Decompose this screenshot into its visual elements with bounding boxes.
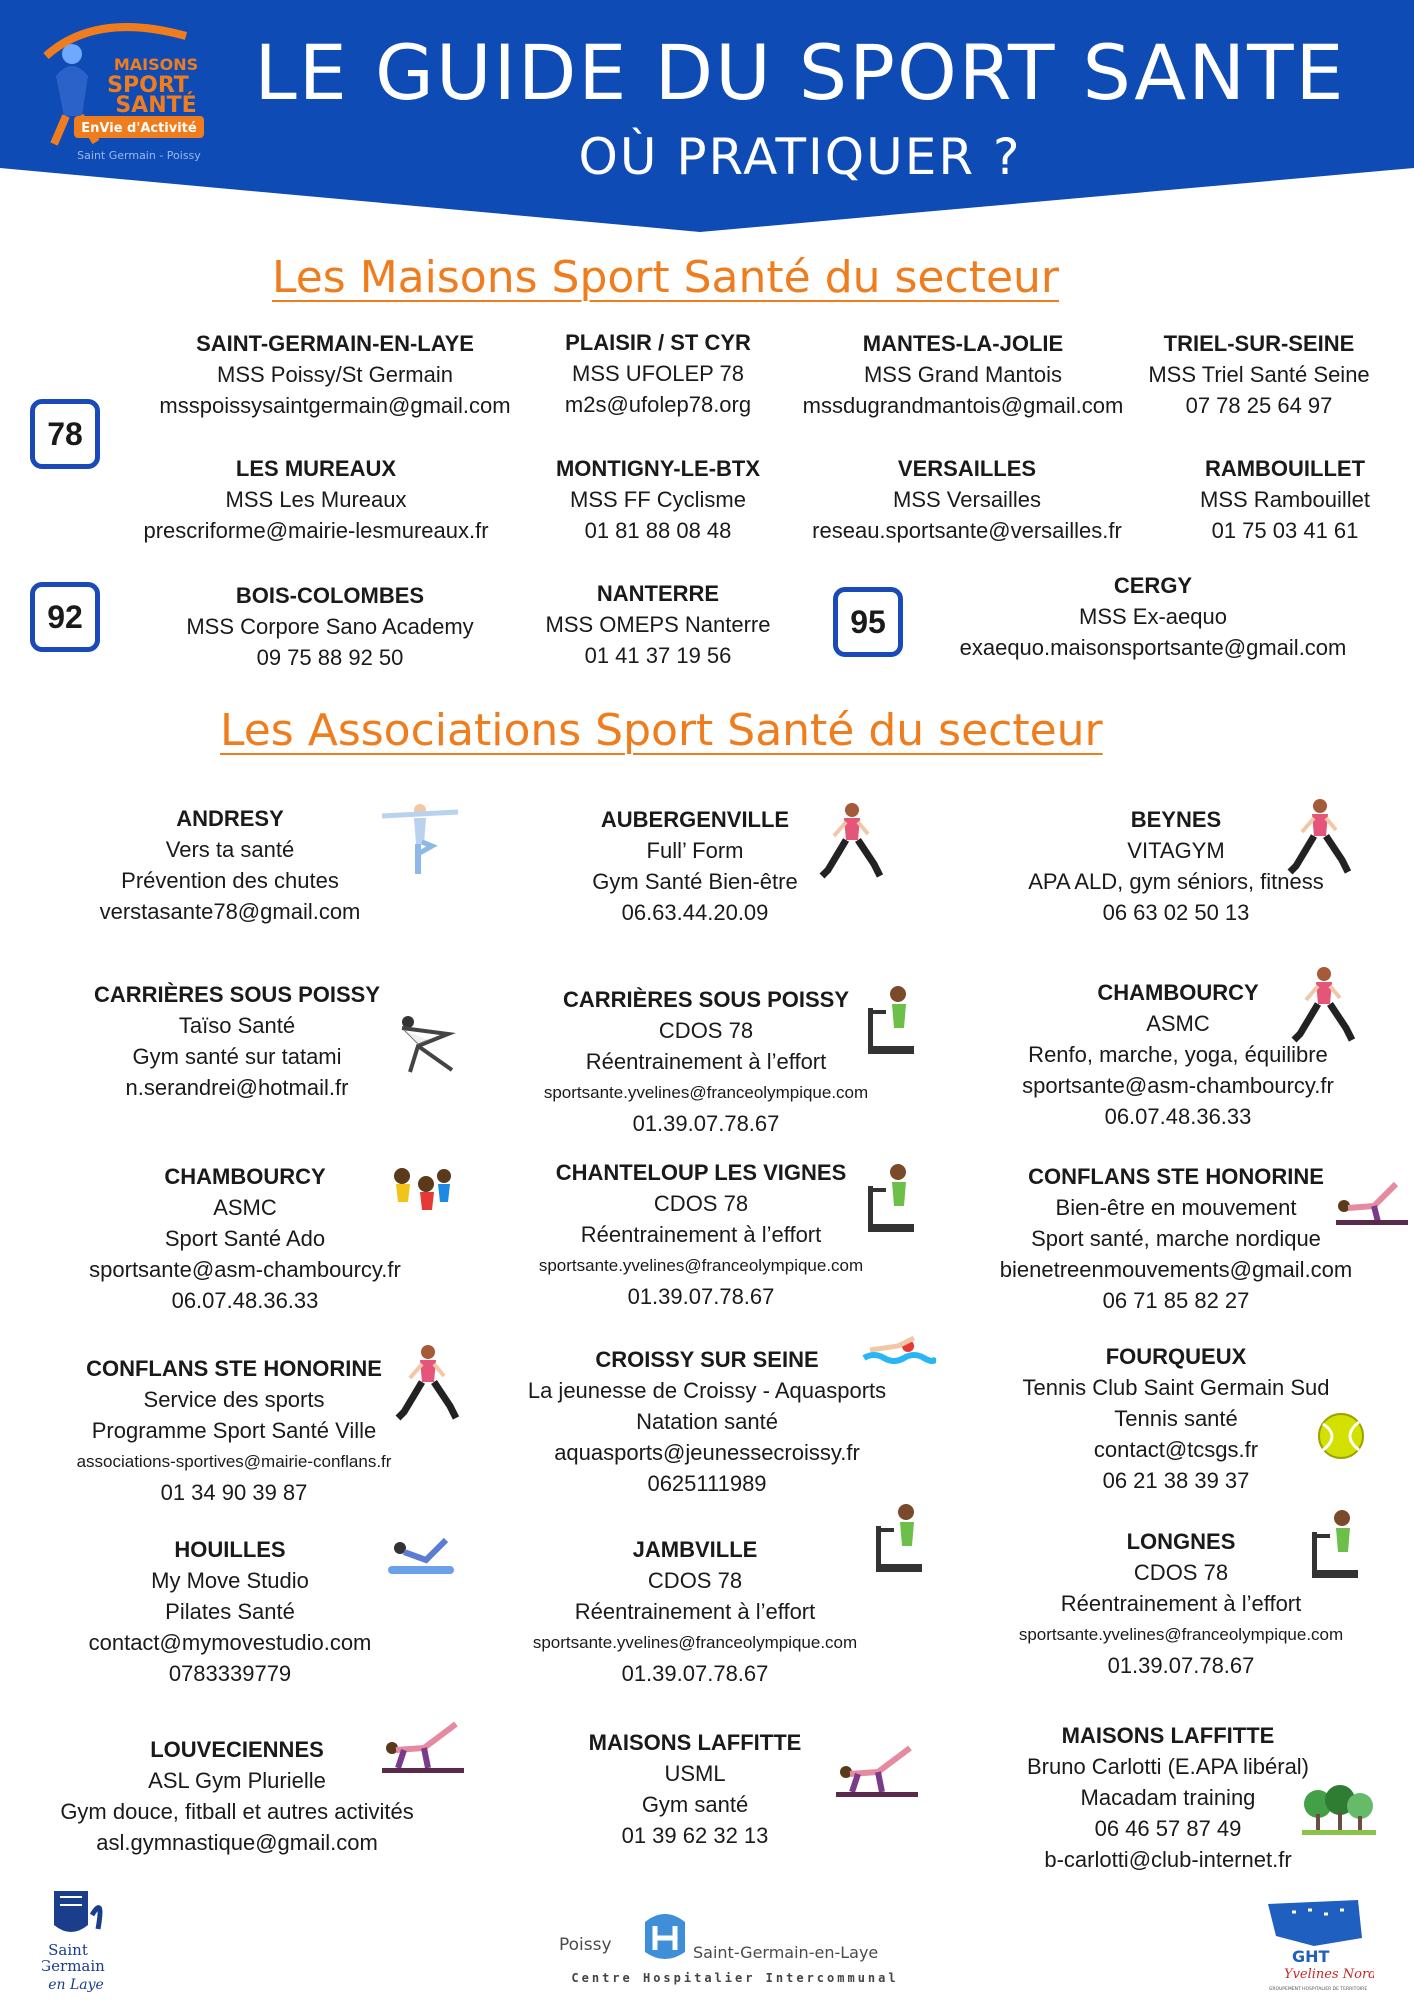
association-line: Sport Santé Ado bbox=[164, 1226, 326, 1251]
treadmill-icon bbox=[1306, 1506, 1362, 1582]
association-email[interactable]: sportsante.yvelines@franceolympique.com bbox=[538, 1256, 864, 1275]
association-phone: 01 34 90 39 87 bbox=[160, 1480, 308, 1505]
association-city: AUBERGENVILLE bbox=[600, 807, 790, 832]
association-city: HOUILLES bbox=[174, 1537, 286, 1562]
association-line: Réentrainement à l’effort bbox=[574, 1599, 816, 1624]
mss-entry bbox=[186, 580, 473, 673]
association-line: Sport santé, marche nordique bbox=[1031, 1226, 1321, 1251]
association-entry bbox=[89, 1534, 372, 1689]
association-email[interactable]: sportsante.yvelines@franceolympique.com bbox=[543, 1083, 869, 1102]
yoga-pose-icon bbox=[378, 798, 462, 876]
mss-city: LES MUREAUX bbox=[235, 456, 397, 481]
association-entry bbox=[100, 803, 361, 927]
mss-phone: 07 78 25 64 97 bbox=[1185, 393, 1333, 418]
association-email[interactable]: b-carlotti@club-internet.fr bbox=[1044, 1847, 1292, 1872]
logo-tagline: EnVie d'Activité bbox=[81, 121, 197, 136]
mss-phone: 09 75 88 92 50 bbox=[256, 645, 404, 670]
lunge-exercise-icon bbox=[1286, 796, 1352, 876]
treadmill-icon bbox=[862, 1160, 918, 1236]
association-city: CONFLANS STE HONORINE bbox=[1028, 1164, 1324, 1189]
yoga-stretch-icon bbox=[834, 1742, 920, 1798]
association-entry bbox=[592, 804, 797, 928]
association-phone: 06.07.48.36.33 bbox=[1104, 1104, 1252, 1129]
mss-name: MSS Ex-aequo bbox=[1079, 604, 1227, 629]
lunge-exercise-icon bbox=[1290, 964, 1356, 1044]
association-phone: 0783339779 bbox=[168, 1661, 292, 1686]
mss-email[interactable]: reseau.sportsante@versailles.fr bbox=[812, 518, 1122, 543]
association-line: Bien-être en mouvement bbox=[1055, 1195, 1297, 1220]
association-phone: 06.63.44.20.09 bbox=[621, 900, 769, 925]
mss-entry bbox=[812, 453, 1122, 546]
mss-email[interactable]: prescriforme@mairie-lesmureaux.fr bbox=[143, 518, 489, 543]
saint-germain-en-laye-logo bbox=[42, 1885, 124, 1995]
mss-entry bbox=[546, 578, 771, 671]
association-line: CDOS 78 bbox=[647, 1568, 743, 1593]
association-line: Gym santé bbox=[641, 1792, 749, 1817]
sgl-logo-line2: Germain bbox=[42, 1957, 105, 1975]
association-phone: 01.39.07.78.67 bbox=[627, 1284, 775, 1309]
association-email[interactable]: sportsante@asm-chambourcy.fr bbox=[1022, 1073, 1334, 1098]
department-badge-95: 95 bbox=[833, 587, 903, 657]
association-email[interactable]: n.serandrei@hotmail.fr bbox=[125, 1075, 349, 1100]
association-line: La jeunesse de Croissy - Aquasports bbox=[527, 1378, 887, 1403]
page-subtitle: OÙ PRATIQUER ? bbox=[578, 128, 1022, 186]
association-email[interactable]: verstasante78@gmail.com bbox=[99, 899, 361, 924]
lunge-exercise-icon bbox=[818, 800, 884, 880]
association-line: Réentrainement à l’effort bbox=[585, 1049, 827, 1074]
association-line: Vers ta santé bbox=[165, 837, 295, 862]
ght-logo-sub: Yvelines Nord bbox=[1284, 1967, 1374, 1982]
association-line: CDOS 78 bbox=[658, 1018, 754, 1043]
association-entry bbox=[1000, 1161, 1353, 1316]
association-entry bbox=[1028, 804, 1324, 928]
association-city: BEYNES bbox=[1130, 807, 1222, 832]
association-line: Pilates Santé bbox=[165, 1599, 295, 1624]
mss-city: VERSAILLES bbox=[897, 456, 1037, 481]
association-email[interactable]: sportsante@asm-chambourcy.fr bbox=[89, 1257, 401, 1282]
sgl-logo-line1: Saint bbox=[48, 1941, 88, 1959]
association-line: APA ALD, gym séniors, fitness bbox=[1028, 869, 1324, 894]
mss-name: MSS Grand Mantois bbox=[863, 362, 1063, 387]
mss-city: TRIEL-SUR-SEINE bbox=[1163, 331, 1355, 356]
association-email[interactable]: bienetreenmouvements@gmail.com bbox=[999, 1257, 1353, 1282]
chi-poissy-logo bbox=[555, 1908, 915, 1988]
mss-phone: 01 41 37 19 56 bbox=[584, 643, 732, 668]
association-city: CARRIÈRES SOUS POISSY bbox=[562, 987, 850, 1012]
association-line: ASL Gym Plurielle bbox=[148, 1768, 326, 1793]
mss-city: MONTIGNY-LE-BTX bbox=[555, 456, 761, 481]
association-line: Réentrainement à l’effort bbox=[1060, 1591, 1302, 1616]
mss-city: PLAISIR / ST CYR bbox=[565, 330, 751, 355]
association-line: CDOS 78 bbox=[653, 1191, 749, 1216]
mss-phone: 01 81 88 08 48 bbox=[584, 518, 732, 543]
association-entry bbox=[1019, 1526, 1343, 1681]
association-email[interactable]: aquasports@jeunessecroissy.fr bbox=[554, 1440, 860, 1465]
association-phone: 06 46 57 87 49 bbox=[1094, 1816, 1242, 1841]
maisons-section-title: Les Maisons Sport Santé du secteur bbox=[272, 252, 1059, 303]
swimming-icon bbox=[862, 1328, 936, 1370]
logo-line3: SANTÉ bbox=[115, 93, 197, 118]
association-line: Natation santé bbox=[636, 1409, 778, 1434]
mss-name: MSS Poissy/St Germain bbox=[217, 362, 453, 387]
association-email[interactable]: asl.gymnastique@gmail.com bbox=[96, 1830, 378, 1855]
page-title: LE GUIDE DU SPORT SANTE bbox=[254, 28, 1346, 117]
chi-logo-caption: Centre Hospitalier Intercommunal bbox=[571, 1971, 899, 1985]
association-line: Programme Sport Santé Ville bbox=[91, 1418, 377, 1443]
mss-email[interactable]: exaequo.maisonsportsante@gmail.com bbox=[959, 635, 1347, 660]
association-line: Prévention des chutes bbox=[121, 868, 339, 893]
mss-name: MSS Les Mureaux bbox=[225, 487, 407, 512]
association-entry bbox=[539, 1157, 863, 1312]
association-email[interactable]: contact@tcsgs.fr bbox=[1093, 1437, 1259, 1462]
mss-city: BOIS-COLOMBES bbox=[235, 583, 425, 608]
tennis-ball-icon bbox=[1315, 1410, 1367, 1462]
association-city: MAISONS LAFFITTE bbox=[1061, 1723, 1275, 1748]
association-entry bbox=[533, 1534, 857, 1689]
ght-logo-caption: GROUPEMENT HOSPITALIER DE TERRITOIRE bbox=[1268, 1987, 1368, 1992]
association-phone: 01.39.07.78.67 bbox=[632, 1111, 780, 1136]
association-city: LOUVECIENNES bbox=[150, 1737, 324, 1762]
association-city: CHANTELOUP LES VIGNES bbox=[555, 1160, 847, 1185]
association-phone: 06 21 38 39 37 bbox=[1102, 1468, 1250, 1493]
association-line: CDOS 78 bbox=[1133, 1560, 1229, 1585]
mss-city: MANTES-LA-JOLIE bbox=[862, 331, 1064, 356]
association-phone: 0625111989 bbox=[647, 1471, 767, 1496]
association-line: USML bbox=[664, 1761, 726, 1786]
chi-logo-right: Saint-Germain-en-Laye bbox=[693, 1943, 879, 1962]
mss-name: MSS Versailles bbox=[893, 487, 1041, 512]
martial-arts-icon bbox=[388, 1014, 468, 1076]
mss-name: MSS Triel Santé Seine bbox=[1148, 362, 1370, 387]
association-line: Full’ Form bbox=[646, 838, 744, 863]
treadmill-icon bbox=[870, 1500, 926, 1576]
association-line: My Move Studio bbox=[151, 1568, 309, 1593]
mss-email[interactable]: mssdugrandmantois@gmail.com bbox=[802, 393, 1124, 418]
logo-line2: SPORT bbox=[107, 73, 189, 98]
association-line: Macadam training bbox=[1080, 1785, 1256, 1810]
association-line: ASMC bbox=[213, 1195, 277, 1220]
mss-entry bbox=[1148, 328, 1369, 421]
ght-logo-main: GHT bbox=[1292, 1947, 1330, 1966]
mss-entry bbox=[143, 453, 488, 546]
association-city: LONGNES bbox=[1126, 1529, 1236, 1554]
sgl-logo-line3: en Laye bbox=[48, 1977, 104, 1993]
mss-entry bbox=[556, 453, 760, 546]
association-entry bbox=[94, 979, 380, 1103]
lunge-exercise-icon bbox=[394, 1342, 460, 1422]
mss-entry bbox=[803, 328, 1124, 421]
maisons-sport-sante-logo bbox=[36, 16, 216, 166]
association-phone: 06.07.48.36.33 bbox=[171, 1288, 319, 1313]
logo-location: Saint Germain - Poissy bbox=[77, 149, 201, 162]
mss-city: NANTERRE bbox=[596, 581, 720, 606]
association-phone: 01 39 62 32 13 bbox=[621, 1823, 769, 1848]
mss-name: MSS OMEPS Nanterre bbox=[545, 612, 771, 637]
mss-name: MSS FF Cyclisme bbox=[569, 487, 746, 512]
association-city: JAMBVILLE bbox=[632, 1537, 758, 1562]
ght-yvelines-nord-logo bbox=[1262, 1898, 1374, 1994]
mss-name: MSS Rambouillet bbox=[1200, 487, 1370, 512]
association-phone: 01.39.07.78.67 bbox=[1107, 1653, 1255, 1678]
mss-name: MSS UFOLEP 78 bbox=[572, 361, 744, 386]
mss-phone: 01 75 03 41 61 bbox=[1211, 518, 1359, 543]
associations-section-title: Les Associations Sport Santé du secteur bbox=[220, 705, 1103, 756]
association-line: VITAGYM bbox=[1127, 838, 1225, 863]
association-email[interactable]: contact@mymovestudio.com bbox=[88, 1630, 372, 1655]
department-badge-78: 78 bbox=[30, 399, 100, 469]
association-line: Réentrainement à l’effort bbox=[580, 1222, 822, 1247]
association-city: CROISSY SUR SEINE bbox=[595, 1347, 819, 1372]
pilates-icon bbox=[386, 1530, 456, 1578]
mss-entry bbox=[159, 328, 510, 421]
association-line: ASMC bbox=[1146, 1011, 1210, 1036]
mss-email[interactable]: msspoissysaintgermain@gmail.com bbox=[159, 393, 511, 418]
association-city: MAISONS LAFFITTE bbox=[588, 1730, 802, 1755]
association-city: CHAMBOURCY bbox=[1097, 980, 1259, 1005]
association-line: Service des sports bbox=[143, 1387, 325, 1412]
yoga-stretch-icon bbox=[1334, 1176, 1410, 1226]
association-city: ANDRESY bbox=[176, 806, 284, 831]
association-entry bbox=[77, 1353, 392, 1508]
association-phone: 01.39.07.78.67 bbox=[621, 1661, 769, 1686]
association-entry bbox=[1022, 977, 1334, 1132]
mss-city: RAMBOUILLET bbox=[1204, 456, 1366, 481]
mss-city: SAINT-GERMAIN-EN-LAYE bbox=[196, 331, 474, 356]
mss-name: MSS Corpore Sano Academy bbox=[186, 614, 474, 639]
association-line: Gym douce, fitball et autres activités bbox=[60, 1799, 414, 1824]
mss-city: CERGY bbox=[1113, 573, 1193, 598]
mss-entry bbox=[960, 570, 1347, 663]
association-entry bbox=[60, 1734, 413, 1858]
association-line: Gym Santé Bien-être bbox=[592, 869, 798, 894]
association-entry bbox=[89, 1161, 401, 1316]
association-line: Bruno Carlotti (E.APA libéral) bbox=[1026, 1754, 1310, 1779]
mss-entry bbox=[565, 327, 751, 420]
association-line: Renfo, marche, yoga, équilibre bbox=[1028, 1042, 1328, 1067]
department-badge-92: 92 bbox=[30, 582, 100, 652]
association-entry bbox=[589, 1727, 802, 1851]
association-line: Tennis Club Saint Germain Sud bbox=[1022, 1375, 1330, 1400]
chi-logo-left: Poissy bbox=[559, 1935, 612, 1955]
yoga-stretch-icon bbox=[380, 1718, 466, 1774]
association-line: Tennis santé bbox=[1114, 1406, 1238, 1431]
treadmill-icon bbox=[862, 982, 918, 1058]
association-email[interactable]: sportsante.yvelines@franceolympique.com bbox=[532, 1633, 858, 1652]
association-email[interactable]: associations-sportives@mairie-conflans.fr bbox=[76, 1452, 392, 1471]
association-city: CONFLANS STE HONORINE bbox=[86, 1356, 382, 1381]
association-entry bbox=[1027, 1720, 1309, 1875]
association-city: FOURQUEUX bbox=[1105, 1344, 1247, 1369]
association-entry bbox=[1023, 1341, 1330, 1496]
association-entry bbox=[528, 1344, 886, 1499]
association-line: Taïso Santé bbox=[178, 1013, 296, 1038]
association-entry bbox=[544, 984, 868, 1139]
mss-entry bbox=[1200, 453, 1370, 546]
association-city: CARRIÈRES SOUS POISSY bbox=[93, 982, 381, 1007]
association-phone: 06 71 85 82 27 bbox=[1102, 1288, 1250, 1313]
association-city: CHAMBOURCY bbox=[164, 1164, 326, 1189]
kids-sport-icon bbox=[388, 1164, 456, 1224]
trees-icon bbox=[1302, 1784, 1376, 1836]
logo-line1: MAISONS bbox=[113, 55, 199, 74]
association-phone: 06 63 02 50 13 bbox=[1102, 900, 1250, 925]
association-line: Gym santé sur tatami bbox=[132, 1044, 342, 1069]
association-email[interactable]: sportsante.yvelines@franceolympique.com bbox=[1018, 1625, 1344, 1644]
mss-email[interactable]: m2s@ufolep78.org bbox=[564, 392, 752, 417]
